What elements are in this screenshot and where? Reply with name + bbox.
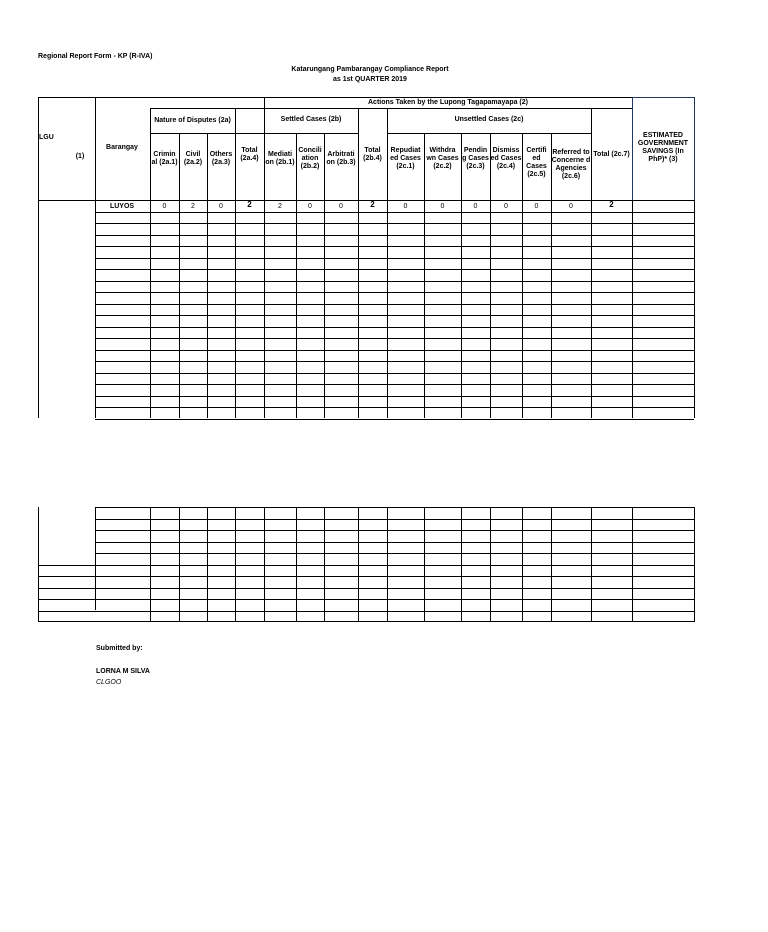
grid-line: [207, 200, 208, 418]
grid-line: [95, 200, 96, 418]
grid-line: [324, 507, 325, 622]
grid-line: [38, 611, 694, 612]
grid-line: [461, 507, 462, 622]
grid-line: [38, 588, 694, 589]
header-lgu: LGU: [39, 134, 54, 141]
grid-line: [95, 519, 694, 520]
grid-line: [95, 235, 694, 236]
header-barangay: Barangay: [106, 144, 138, 151]
header-arbitration: Arbitrati on (2b.3): [326, 151, 356, 166]
header-repudiated: Repudiat ed Cases (2c.1): [390, 147, 421, 170]
grid-line: [95, 304, 694, 305]
header-total-2b4: Total (2b.4): [363, 147, 382, 162]
grid-line: [95, 373, 694, 374]
grid-line: [95, 407, 694, 408]
value-cell: 0: [308, 203, 312, 210]
grid-line: [179, 507, 180, 622]
value-cell: 2: [609, 200, 614, 209]
grid-line: [95, 258, 694, 259]
grid-line: [591, 200, 592, 418]
header-savings: ESTIMATED GOVERNMENT SAVINGS (In PhP)* (3): [637, 132, 689, 163]
grid-line: [95, 361, 694, 362]
grid-line: [150, 507, 151, 622]
grid-line: [95, 542, 694, 543]
value-cell: 0: [473, 203, 478, 210]
grid-line: [522, 507, 523, 622]
grid-line: [632, 507, 633, 622]
grid-line: [522, 200, 523, 418]
grid-line: [324, 200, 325, 418]
grid-line: [95, 396, 694, 397]
submitted-by-label: Submitted by:: [96, 645, 143, 652]
header-certified: Certifi ed Cases (2c.5): [526, 147, 547, 178]
value-cell: 0: [219, 203, 223, 210]
value-cell: 0: [504, 203, 508, 210]
grid-line: [95, 553, 694, 554]
grid-line: [424, 200, 425, 418]
grid-line: [358, 507, 359, 622]
header-settled: Settled Cases (2b): [280, 116, 342, 123]
value-cell: 2: [278, 203, 282, 210]
value-cell: 0: [569, 203, 573, 210]
grid-line: [551, 200, 552, 418]
report-title: Katarungang Pambarangay Compliance Report: [291, 66, 449, 73]
header-criminal: Crimin al (2a.1): [151, 151, 178, 166]
grid-line: [150, 108, 632, 109]
grid-line: [95, 350, 694, 351]
value-cell: 0: [534, 203, 539, 210]
grid-line: [95, 315, 694, 316]
grid-line: [95, 530, 694, 531]
grid-line: [95, 419, 694, 420]
grid-line: [296, 200, 297, 418]
signatory-position: CLGOO: [96, 679, 122, 686]
grid-line: [387, 507, 388, 622]
header-others: Others (2a.3): [209, 151, 233, 166]
grid-line: [490, 200, 491, 418]
header-mediation: Mediati on (2b.1): [265, 151, 295, 166]
header-nature: Nature of Disputes (2a): [154, 117, 231, 124]
grid-line: [424, 507, 425, 622]
grid-line: [632, 97, 633, 200]
grid-line: [694, 507, 695, 622]
value-cell: 0: [162, 203, 167, 210]
header-total-2a4: Total (2a.4): [240, 147, 259, 162]
grid-line: [387, 200, 388, 418]
grid-line: [694, 200, 695, 418]
grid-line: [358, 200, 359, 418]
grid-line: [95, 507, 96, 610]
value-cell: 2: [370, 200, 375, 209]
header-lgu-number: (1): [75, 153, 85, 160]
grid-line: [95, 507, 694, 508]
header-actions: Actions Taken by the Lupong Tagapamayapa (2): [368, 99, 528, 106]
value-cell: 0: [339, 203, 343, 210]
header-dismissed: Dismiss ed Cases (2c.4): [490, 147, 522, 170]
signatory-name: LORNA M SILVA: [96, 668, 150, 675]
header-referred: Referred to Concerne d Agencies (2c.6): [551, 149, 591, 180]
grid-line: [296, 507, 297, 622]
value-cell: 2: [191, 203, 195, 210]
grid-line: [207, 507, 208, 622]
grid-line: [490, 507, 491, 622]
header-conciliation: Concili ation (2b.2): [298, 147, 322, 170]
grid-line: [38, 565, 694, 566]
header-pending: Pendin g Cases (2c.3): [462, 147, 489, 170]
grid-line: [632, 200, 633, 418]
grid-line: [461, 200, 462, 418]
grid-line: [591, 507, 592, 622]
header-unsettled: Unsettled Cases (2c): [454, 116, 524, 123]
grid-line: [38, 507, 39, 622]
grid-line: [95, 281, 694, 282]
grid-line: [95, 338, 694, 339]
grid-line: [95, 246, 694, 247]
barangay-name-cell: LUYOS: [109, 203, 135, 210]
grid-line: [95, 327, 694, 328]
header-civil: Civil (2a.2): [183, 151, 203, 166]
grid-line: [235, 507, 236, 622]
grid-line: [95, 292, 694, 293]
grid-line: [264, 200, 265, 418]
grid-line: [38, 621, 694, 622]
report-period: as 1st QUARTER 2019: [333, 76, 407, 83]
value-cell: 2: [247, 200, 252, 209]
grid-line: [264, 507, 265, 622]
grid-line: [179, 200, 180, 418]
grid-line: [551, 507, 552, 622]
grid-line: [95, 384, 694, 385]
header-withdrawn: Withdra wn Cases (2c.2): [426, 147, 459, 170]
value-cell: 0: [440, 203, 445, 210]
grid-line: [632, 97, 694, 98]
grid-line: [95, 223, 694, 224]
grid-line: [150, 200, 151, 418]
form-label: Regional Report Form - KP (R-IVA): [38, 53, 153, 60]
grid-line: [95, 269, 694, 270]
value-cell: 0: [403, 203, 408, 210]
grid-line: [235, 200, 236, 418]
grid-line: [694, 97, 695, 200]
grid-line: [95, 212, 694, 213]
grid-line: [38, 576, 694, 577]
grid-line: [38, 200, 39, 418]
header-total-2c7: Total (2c.7): [593, 151, 630, 158]
grid-line: [38, 599, 694, 600]
